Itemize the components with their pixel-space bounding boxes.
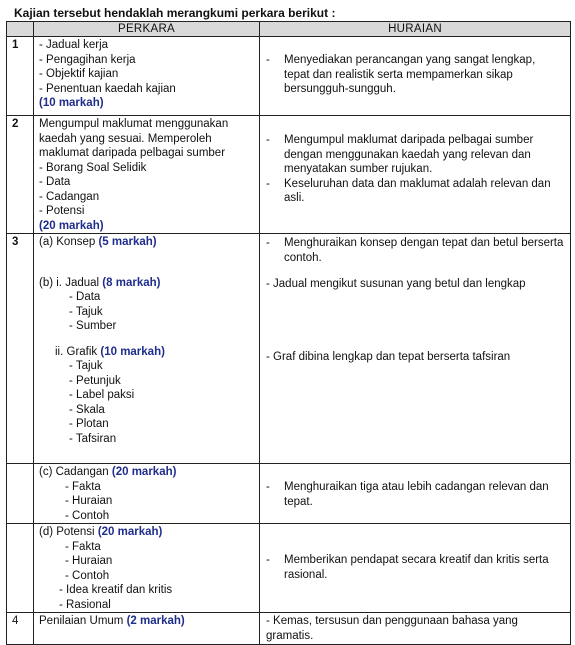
list-item: - Memberikan pendapat secara kreatif dan kritis serta rasional. [266,553,564,582]
sub-label: (c) Cadangan [39,466,109,478]
perkara-cell [34,464,260,524]
list-item: - Idea kreatif dan kritis [59,584,173,596]
list-item: - Potensi [39,205,85,217]
huraian-cell [260,524,571,613]
list-item: - Huraian [65,555,113,567]
perkara-cell [34,116,260,234]
table-row-3d [7,524,571,613]
list-item: - Objektif kajian [39,68,119,80]
sub-item-b [39,276,259,291]
list-item: - Contoh [65,509,110,522]
list-item: - Fakta [65,480,101,493]
huraian-text: Menyediakan perancangan yang sangat lengkap, tepat dan realistik serta mempamerkan sikap bersungguh-sungguh. [284,54,536,95]
mark-label: (2 markah) [126,615,185,627]
huraian-text: - Jadual mengikut susunan yang betul dan lengkap [266,278,526,290]
sub-item-d [39,525,259,540]
criteria-table [6,21,571,645]
perkara-cell [34,37,260,116]
huraian-text: Menghuraikan konsep dengan tepat dan betul berserta contoh. [284,237,564,264]
mark-label: (20 markah) [111,466,177,478]
mark-label: (20 markah) [97,526,163,538]
perkara-cell [34,524,260,613]
huraian-text: - Kemas, tersusun dan penggunaan bahasa yang gramatis. [266,615,518,642]
list-item: - Mengumpul maklumat daripada pelbagai sumber dengan menggunakan kaedah yang relevan dan menyatakan sumber rujukan. [266,133,564,177]
header-perkara: PERKARA [34,22,260,37]
list-item: - Menghuraikan tiga atau lebih cadangan relevan dan tepat. [266,480,564,509]
row-number: 3 [7,234,34,464]
table-row-3c [7,464,571,524]
sub-label: ii. Grafik [55,345,98,358]
mark-label: (10 markah) [39,97,104,109]
list-item: - Keseluruhan data dan maklumat adalah relevan dan asli. [266,177,564,206]
list-item: - Tajuk [69,360,103,372]
huraian-cell [260,37,571,116]
list-item: - Fakta [65,540,101,553]
list-item: - Data [39,176,71,188]
row-number-empty [7,464,34,524]
list-item: - Menghuraikan konsep dengan tepat dan betul berserta contoh. [266,237,564,264]
sub-label: (a) Konsep [39,236,96,248]
huraian-text: Keseluruhan data dan maklumat adalah relevan dan asli. [284,177,551,204]
huraian-cell [260,464,571,524]
sub-item-grafik [39,345,259,360]
intro-heading: Kajian tersebut hendaklah merangkumi perkara berikut : [14,6,336,20]
list-item: - Rasional [59,598,111,611]
list-item: - Sumber [69,320,117,332]
list-item: - Borang Soal Selidik [39,161,147,174]
header-huraian: HURAIAN [260,22,571,37]
huraian-cell [260,234,571,464]
list-item: - Plotan [69,418,109,430]
list-item: - Tajuk [69,305,103,318]
huraian-text: Menghuraikan tiga atau lebih cadangan relevan dan tepat. [284,481,549,508]
perkara-cell [34,234,260,464]
table-row-2 [7,116,571,234]
huraian-cell [260,116,571,234]
table-row-3 [7,234,571,464]
list-item: - Jadual kerja [39,39,109,51]
row-number-empty [7,524,34,613]
row-number: 2 [7,116,34,234]
huraian-text: Memberikan pendapat secara kreatif dan kritis serta rasional. [284,554,549,581]
mark-label: (5 markah) [98,236,157,248]
list-item: - Penentuan kaedah kajian [39,82,176,95]
header-number [7,22,34,37]
sub-label: Penilaian Umum [39,615,124,627]
table-row-1 [7,37,571,116]
sub-item-a [39,235,259,250]
sub-item-penilaian [39,614,259,629]
sub-label: (b) i. Jadual [39,276,100,289]
mark-label: (10 markah) [100,345,165,358]
list-item: - Contoh [65,569,110,582]
list-item: - Huraian [65,495,113,507]
mark-label: (8 markah) [102,276,161,289]
sub-label: (d) Potensi [39,526,95,538]
list-item: - Tafsiran [69,432,117,445]
row-number: 4 [7,613,34,645]
mark-label: (20 markah) [39,219,104,232]
list-item: - Cadangan [39,190,100,203]
list-item: - Pengagihan kerja [39,53,136,66]
row-number: 1 [7,37,34,116]
list-item: - Menyediakan perancangan yang sangat lengkap, tepat dan realistik serta mempamerkan sikap bersungguh-sungguh. [266,53,564,97]
huraian-text: - Graf dibina lengkap dan tepat berserta tafsiran [266,350,511,363]
perkara-intro: Mengumpul maklumat menggunakan kaedah yang sesuai. Memperoleh maklumat daripada pelbagai sumber [39,118,229,159]
huraian-text: Mengumpul maklumat daripada pelbagai sumber dengan menggunakan kaedah yang relevan dan menyatakan sumber rujukan. [284,134,534,175]
list-item: - Skala [69,403,105,416]
table-header-row [7,22,571,37]
list-item: - Data [69,291,101,303]
list-item: - Petunjuk [69,374,121,387]
sub-item-c [39,465,259,480]
list-item: - Label paksi [69,389,135,401]
